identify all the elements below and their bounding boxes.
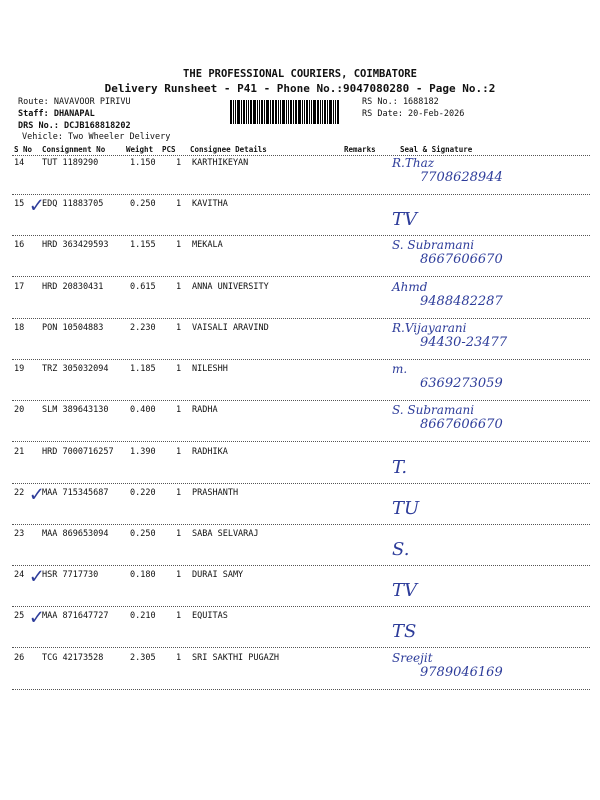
signature-phone: 9488482287 [420,294,503,309]
row-divider [12,524,590,525]
row-weight: 0.250 [130,199,156,209]
row-sno: 17 [14,282,25,292]
row-divider [12,441,590,442]
row-consignee: EQUITAS [192,611,228,621]
col-header-seal: Seal & Signature [400,145,473,154]
row-sno: 16 [14,240,25,250]
row-weight: 0.250 [130,529,156,539]
row-divider [12,276,590,277]
row-sno: 22 [14,488,25,498]
signature-phone: 7708628944 [420,170,503,185]
row-pcs: 1 [176,158,182,168]
row-pcs: 1 [176,240,182,250]
staff-label: Staff: DHANAPAL [18,109,95,119]
route-label: Route: NAVAVOOR PIRIVU [18,97,131,107]
rs-number: RS No.: 1688182 [362,97,439,107]
signature-phone: 8667606670 [420,252,503,267]
signature: Sreejit [392,651,433,665]
row-pcs: 1 [176,364,182,374]
row-weight: 0.220 [130,488,156,498]
signature: S. Subramani [392,238,475,252]
row-consignee: MEKALA [192,240,223,250]
signature: TU [392,498,420,519]
row-divider [12,359,590,360]
row-weight: 1.185 [130,364,156,374]
row-pcs: 1 [176,611,182,621]
row-consignment: HSR 7717730 [42,570,99,580]
row-consignee: NILESHH [192,364,228,374]
row-sno: 14 [14,158,25,168]
row-divider [12,647,590,648]
drs-number: DRS No.: DCJB168818202 [18,121,131,131]
row-consignment: EDQ 11883705 [42,199,104,209]
row-weight: 2.305 [130,653,156,663]
row-weight: 1.390 [130,447,156,457]
row-consignee: SRI SAKTHI PUGAZH [192,653,279,663]
row-weight: 0.615 [130,282,156,292]
row-consignment: HRD 363429593 [42,240,109,250]
row-consignment: PON 10504883 [42,323,104,333]
row-pcs: 1 [176,488,182,498]
checkmark-icon: ✓ [30,482,44,507]
row-divider [12,483,590,484]
row-weight: 0.400 [130,405,156,415]
checkmark-icon: ✓ [30,193,44,218]
row-pcs: 1 [176,570,182,580]
rs-date: RS Date: 20-Feb-2026 [362,109,465,119]
row-pcs: 1 [176,282,182,292]
row-consignee: RADHIKA [192,447,228,457]
row-divider [12,235,590,236]
row-consignment: TRZ 305032094 [42,364,109,374]
company-title: THE PROFESSIONAL COURIERS, COIMBATORE [183,68,417,80]
row-weight: 0.180 [130,570,156,580]
vehicle-label: Vehicle: Two Wheeler Delivery [22,132,171,142]
col-header-weight: Weight [126,145,154,154]
signature: R.Vijayarani [392,321,467,335]
row-sno: 25 [14,611,25,621]
col-header-remarks: Remarks [344,145,376,154]
row-consignment: HRD 20830431 [42,282,104,292]
row-consignee: DURAI SAMY [192,570,244,580]
signature-phone: 9789046169 [420,665,503,680]
row-sno: 26 [14,653,25,663]
row-sno: 24 [14,570,25,580]
signature: S. Subramani [392,403,475,417]
row-pcs: 1 [176,199,182,209]
row-consignee: ANNA UNIVERSITY [192,282,269,292]
signature: T. [392,457,408,478]
row-consignment: SLM 389643130 [42,405,109,415]
row-sno: 15 [14,199,25,209]
header-divider [12,155,590,156]
col-header-consignee: Consignee Details [190,145,267,154]
row-pcs: 1 [176,405,182,415]
checkmark-icon: ✓ [30,605,44,630]
signature: S. [392,539,410,560]
barcode [230,100,358,124]
row-divider [12,689,590,690]
signature-phone: 8667606670 [420,417,503,432]
row-divider [12,606,590,607]
col-header-sno: S No [14,145,33,154]
signature: TV [392,209,418,230]
row-divider [12,318,590,319]
row-divider [12,565,590,566]
signature: Ahmd [392,280,428,294]
signature: R.Thaz [392,156,435,170]
signature: TV [392,580,418,601]
col-header-consignment: Consignment No [42,145,106,154]
row-consignment: MAA 871647727 [42,611,109,621]
row-pcs: 1 [176,529,182,539]
row-consignment: MAA 715345687 [42,488,109,498]
row-consignment: TUT 1189290 [42,158,99,168]
row-weight: 1.150 [130,158,156,168]
row-weight: 0.210 [130,611,156,621]
runsheet-subtitle: Delivery Runsheet - P41 - Phone No.:9047080280 - Page No.:2 [104,82,496,95]
row-sno: 21 [14,447,25,457]
row-sno: 18 [14,323,25,333]
col-header-pcs: PCS [162,145,176,154]
row-divider [12,194,590,195]
signature-phone: 94430-23477 [420,335,508,350]
row-consignee: KARTHIKEYAN [192,158,249,168]
signature: TS [392,621,417,642]
row-consignee: PRASHANTH [192,488,239,498]
row-consignee: KAVITHA [192,199,228,209]
row-consignment: TCG 42173528 [42,653,104,663]
row-sno: 19 [14,364,25,374]
row-consignee: VAISALI ARAVIND [192,323,269,333]
row-sno: 20 [14,405,25,415]
row-sno: 23 [14,529,25,539]
row-consignment: HRD 7000716257 [42,447,114,457]
row-pcs: 1 [176,323,182,333]
row-pcs: 1 [176,653,182,663]
row-pcs: 1 [176,447,182,457]
row-weight: 1.155 [130,240,156,250]
signature-phone: 6369273059 [420,376,503,391]
checkmark-icon: ✓ [30,564,44,589]
row-consignee: RADHA [192,405,218,415]
row-consignment: MAA 869653094 [42,529,109,539]
row-consignee: SABA SELVARAJ [192,529,259,539]
signature: m. [392,362,408,376]
row-weight: 2.230 [130,323,156,333]
row-divider [12,400,590,401]
